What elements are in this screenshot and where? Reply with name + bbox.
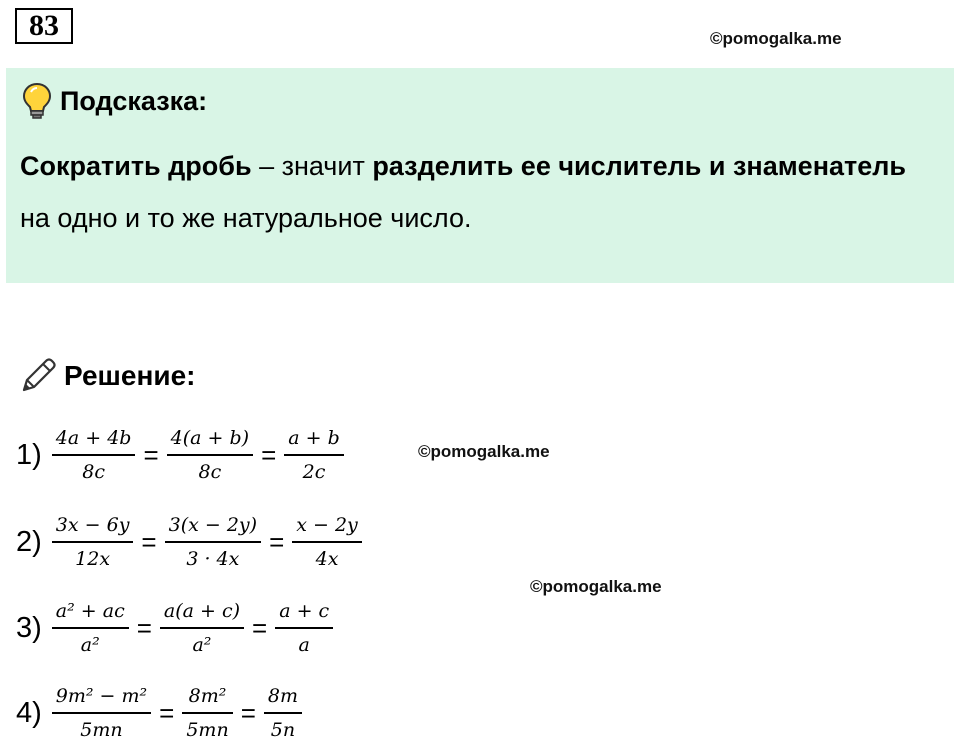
watermark: ©pomogalka.me [530, 577, 662, 596]
denominator: 5mn [80, 719, 123, 741]
solution-row-3 [16, 598, 337, 658]
watermark: ©pomogalka.me [418, 442, 550, 461]
denominator: 12x [75, 548, 111, 570]
equals-sign: = [141, 526, 157, 557]
fraction-bar [292, 541, 362, 543]
solution-header [18, 356, 195, 396]
numerator: 8m [267, 685, 298, 707]
denominator: a [298, 634, 310, 656]
fraction-factored [167, 425, 253, 485]
numerator: 9m² − m² [55, 685, 148, 707]
numerator: 4(a + b) [170, 427, 250, 449]
numerator: 3(x − 2y) [168, 514, 258, 536]
numerator: a + c [279, 600, 330, 622]
row-index: 2) [16, 525, 42, 558]
fraction-bar [52, 541, 134, 543]
solution-row-2 [16, 512, 366, 572]
denominator: 3 · 4x [186, 548, 240, 570]
numerator: a + b [288, 427, 340, 449]
equals-sign: = [143, 439, 159, 470]
denominator: a² [80, 634, 100, 656]
numerator: 8m² [188, 685, 227, 707]
fraction-bar [52, 712, 151, 714]
fraction-original [52, 683, 151, 743]
row-index: 3) [16, 611, 42, 644]
solution-title: Решение: [64, 360, 196, 391]
fraction-factored [182, 683, 232, 743]
solution-row-4 [16, 683, 306, 743]
numerator: 4a + 4b [55, 427, 132, 449]
denominator: 5n [270, 719, 296, 741]
hint-term: Сократить дробь [20, 151, 252, 181]
hint-ending: на одно и то же натуральное число. [20, 203, 472, 233]
row-index: 1) [16, 438, 42, 471]
equals-sign: = [240, 697, 256, 728]
denominator: a² [192, 634, 212, 656]
fraction-factored [165, 512, 261, 572]
solution-row-1 [16, 425, 348, 485]
fraction-bar [167, 454, 253, 456]
fraction-original [52, 425, 136, 485]
denominator: 8c [198, 461, 222, 483]
fraction-reduced [292, 512, 362, 572]
hint-text [20, 140, 940, 244]
hint-definition: разделить ее числитель и знаменатель [372, 151, 907, 181]
hint-box [6, 68, 954, 283]
fraction-bar [275, 627, 333, 629]
hint-header [22, 82, 207, 120]
fraction-bar [52, 454, 136, 456]
denominator: 2c [302, 461, 326, 483]
numerator: a(a + c) [163, 600, 241, 622]
denominator: 4x [315, 548, 339, 570]
fraction-bar [165, 541, 261, 543]
fraction-bar [182, 712, 232, 714]
watermark: ©pomogalka.me [710, 29, 842, 48]
equals-sign: = [261, 439, 277, 470]
fraction-factored [160, 598, 244, 658]
numerator: x − 2y [296, 514, 358, 536]
equals-sign: = [269, 526, 285, 557]
numerator: 3x − 6y [55, 514, 130, 536]
equals-sign: = [252, 612, 268, 643]
fraction-original [52, 512, 134, 572]
hint-connector: – значит [251, 151, 373, 181]
numerator: a² + ac [55, 600, 125, 622]
row-index: 4) [16, 696, 42, 729]
equals-sign: = [136, 612, 152, 643]
hint-title: Подсказка: [60, 85, 208, 116]
fraction-original [52, 598, 129, 658]
denominator: 5mn [186, 719, 229, 741]
denominator: 8c [82, 461, 105, 483]
fraction-bar [160, 627, 244, 629]
pencil-icon [18, 356, 58, 396]
fraction-reduced [284, 425, 344, 485]
fraction-reduced [275, 598, 333, 658]
equals-sign: = [159, 697, 175, 728]
fraction-bar [52, 627, 129, 629]
fraction-bar [284, 454, 344, 456]
fraction-reduced [264, 683, 302, 743]
fraction-bar [264, 712, 302, 714]
lightbulb-icon [22, 82, 52, 120]
problem-number: 83 [15, 8, 73, 44]
